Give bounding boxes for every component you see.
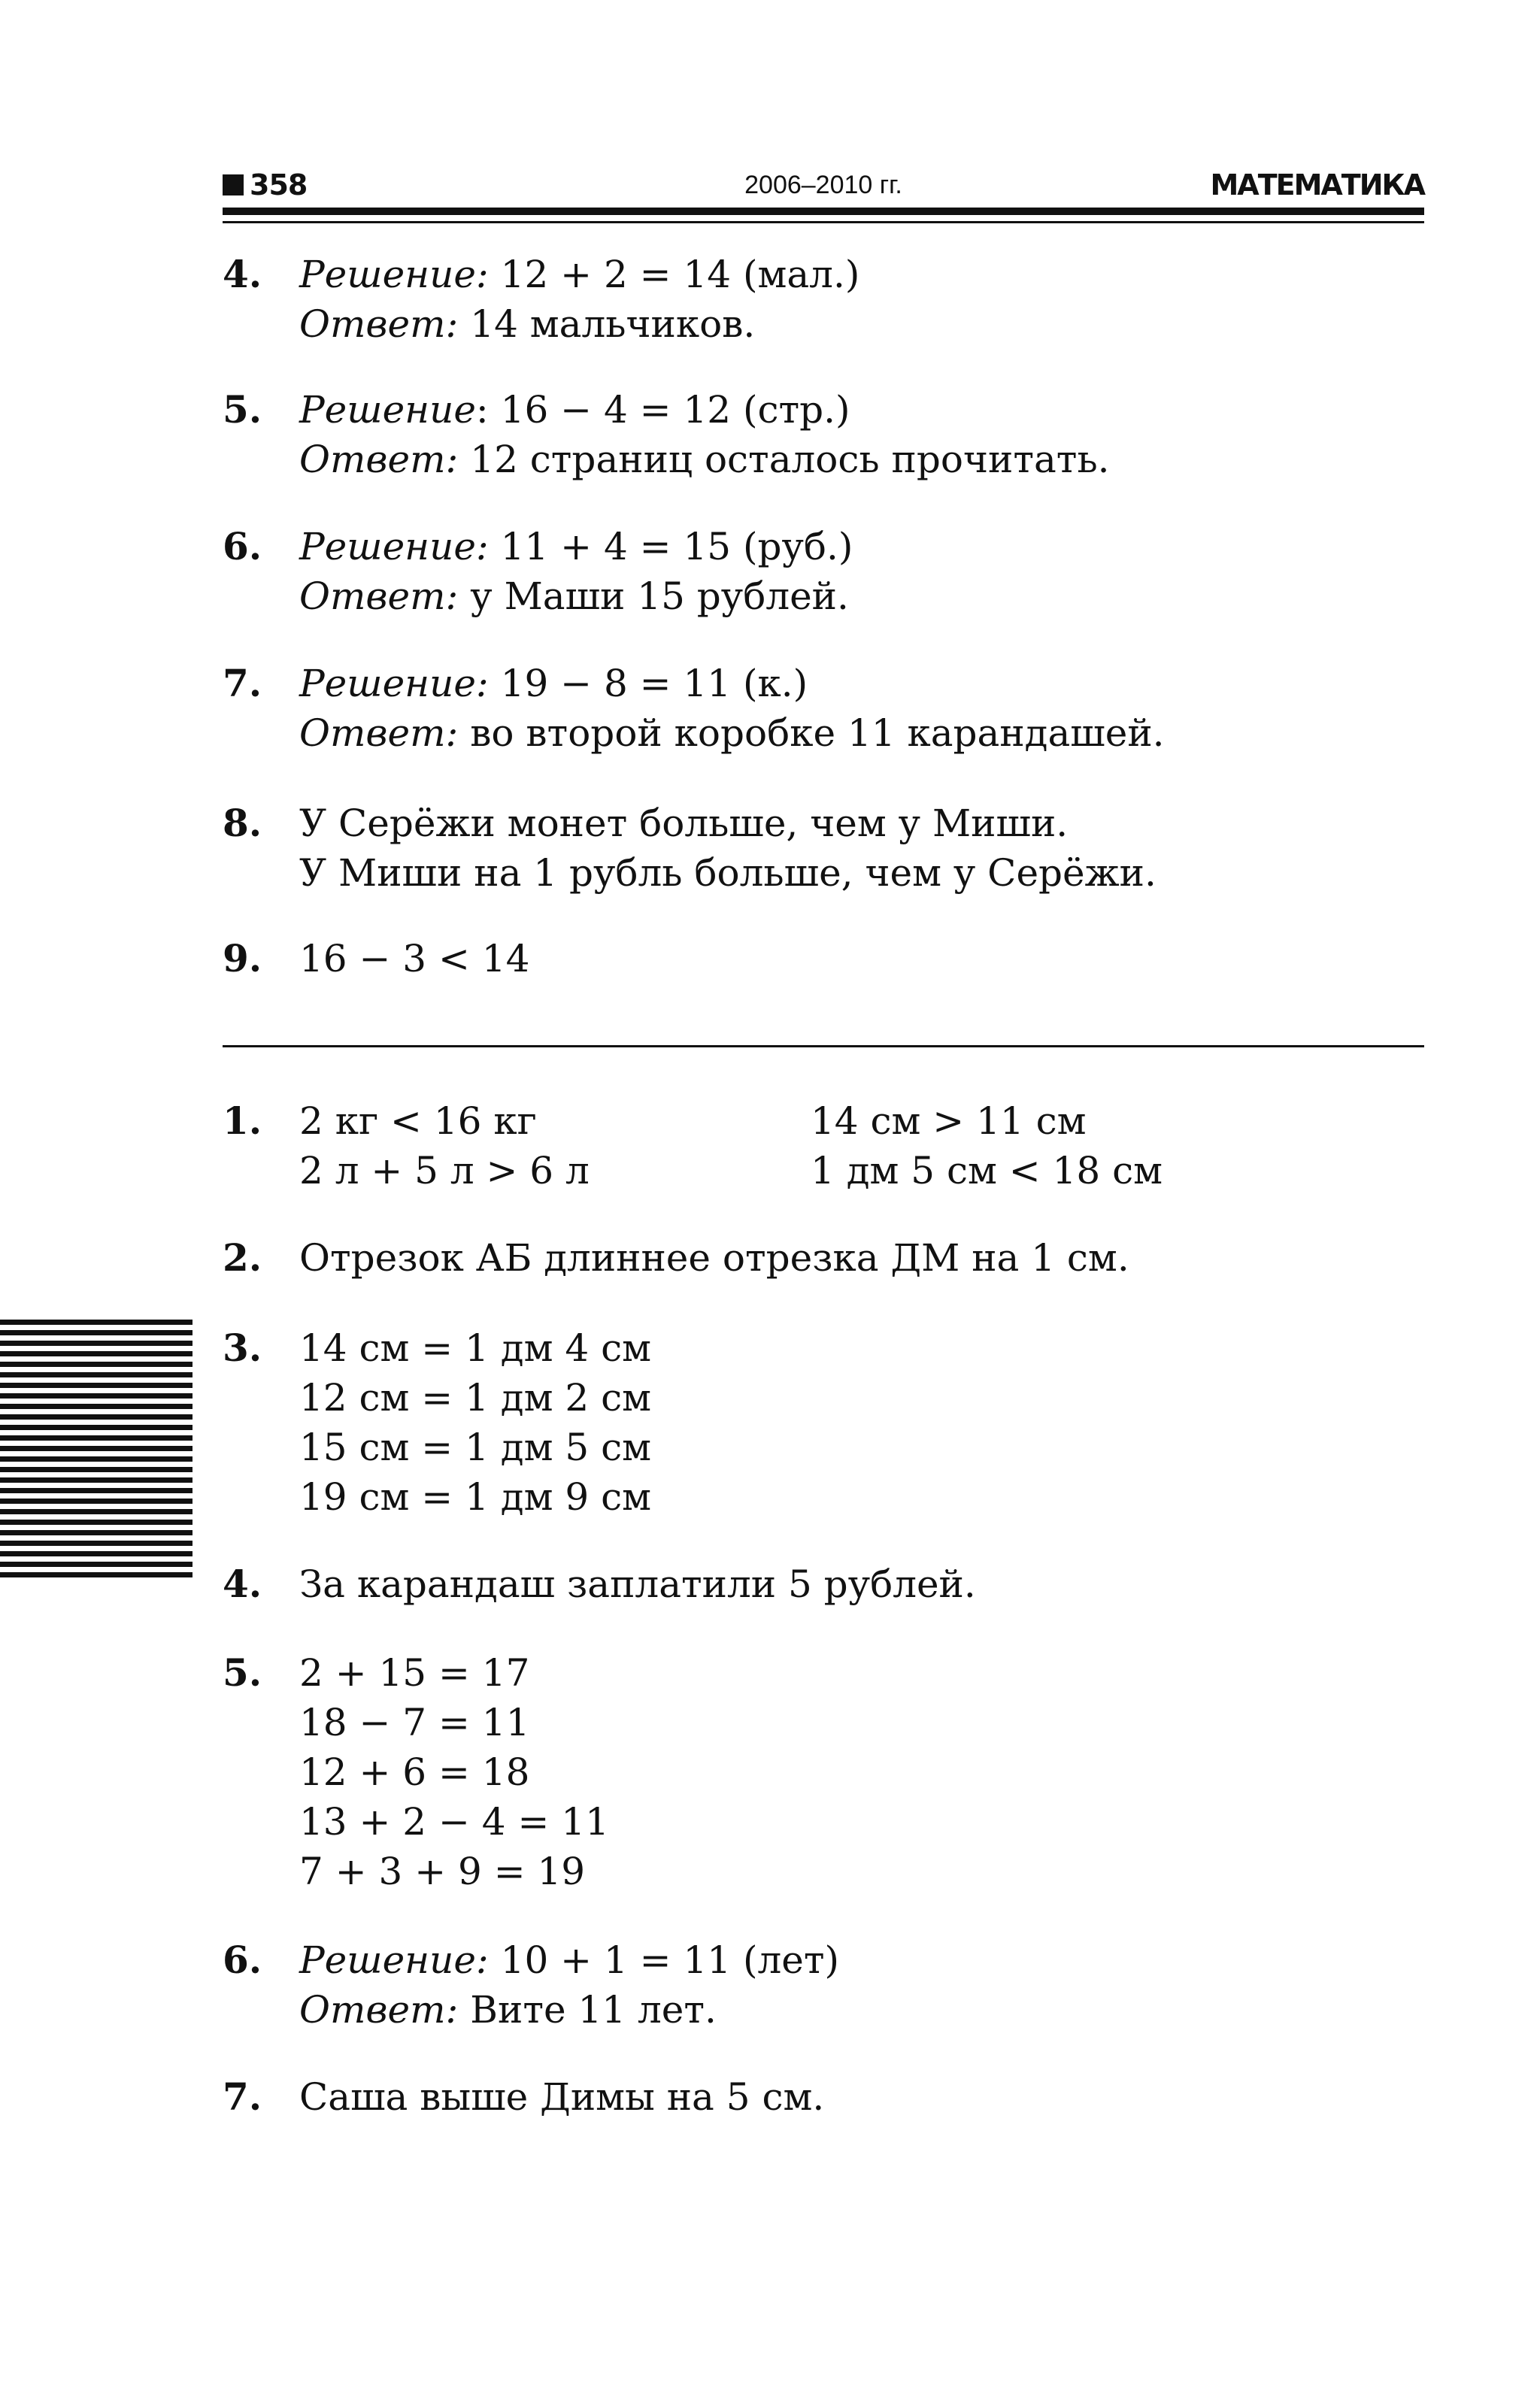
part1-item-7 [223, 659, 1424, 758]
part1-item-9 [223, 934, 1424, 983]
item-number: 5. [223, 1650, 262, 1695]
label-text: Ответ: [299, 711, 459, 755]
answer-text: 15 см = 1 дм 5 см [299, 1426, 651, 1469]
answer-text: у Маши 15 рублей. [458, 574, 849, 618]
answer-text: У Серёжи монет больше, чем у Миши. [299, 802, 1069, 845]
answer-line [299, 571, 853, 621]
answer-line [299, 934, 529, 983]
comparison: 14 см > 11 см [811, 1099, 1087, 1143]
label-text: Решение [299, 388, 476, 432]
answer-text: Саша выше Димы на 5 см. [299, 2075, 825, 2119]
comparison: 1 дм 5 см < 18 см [811, 1149, 1163, 1192]
answer-text: : 16 − 4 = 12 (стр.) [475, 388, 850, 432]
answer-line [299, 385, 1110, 435]
part2-item-1 [223, 1096, 1424, 1196]
answer-text: 14 см = 1 дм 4 см [299, 1326, 651, 1370]
section-divider [223, 1045, 1424, 1047]
answer-text: 14 мальчиков. [458, 302, 756, 346]
part1-item-8 [223, 799, 1424, 898]
answer-text: 12 страниц осталось прочитать. [458, 438, 1110, 481]
answer-line [299, 799, 1157, 848]
answer-line [299, 1797, 609, 1847]
answer-line [299, 1935, 839, 1985]
header-rule-thin [223, 221, 1424, 223]
part2-item-3 [223, 1323, 1424, 1522]
item-number: 2. [223, 1235, 262, 1280]
answer-text: 12 + 6 = 18 [299, 1750, 530, 1794]
part1-item-4 [223, 250, 1424, 349]
answer-text: 16 − 3 < 14 [299, 937, 530, 980]
answer-text: 12 см = 1 дм 2 см [299, 1376, 651, 1420]
answer-text: 19 см = 1 дм 9 см [299, 1475, 651, 1519]
answer-text: Вите 11 лет. [458, 1988, 717, 2032]
answer-line [299, 1847, 609, 1896]
item-number: 9. [223, 936, 262, 980]
answer-line [299, 848, 1157, 898]
answer-line [299, 1559, 976, 1609]
answer-line [299, 1373, 651, 1423]
item-number: 1. [223, 1099, 262, 1143]
label-text: Решение: [299, 253, 489, 296]
answer-text: 11 + 4 = 15 (руб.) [488, 525, 853, 568]
page-header [223, 162, 1424, 230]
answer-line [299, 708, 1165, 758]
answer-line [299, 1698, 609, 1747]
label-text: Решение: [299, 525, 489, 568]
answer-line [299, 2072, 824, 2122]
comparison: 2 кг < 16 кг [299, 1099, 537, 1143]
item-number: 3. [223, 1326, 262, 1370]
answer-line [299, 1648, 609, 1698]
comparison: 2 л + 5 л > 6 л [299, 1149, 590, 1192]
part1-item-5 [223, 385, 1424, 484]
part2-item-2 [223, 1233, 1424, 1283]
header-subject: МАТЕМАТИКА [1210, 168, 1424, 202]
answer-text: Отрезок АБ длиннее отрезка ДМ на 1 см. [299, 1236, 1129, 1280]
item-number: 5. [223, 387, 262, 432]
answer-line [299, 1747, 609, 1797]
label-text: Ответ: [299, 302, 459, 346]
answer-line [299, 435, 1110, 484]
item-number: 4. [223, 1562, 262, 1606]
answer-line [299, 299, 859, 349]
label-text: Ответ: [299, 438, 459, 481]
answer-text: У Миши на 1 рубль больше, чем у Серёжи. [299, 851, 1157, 895]
part1-item-6 [223, 522, 1424, 621]
answer-line [299, 659, 1165, 708]
answer-text: 13 + 2 − 4 = 11 [299, 1800, 609, 1844]
label-text: Ответ: [299, 1988, 459, 2032]
answer-line [299, 522, 853, 571]
answer-text: 18 − 7 = 11 [299, 1701, 530, 1744]
item-number: 7. [223, 661, 262, 705]
answer-line [299, 1423, 651, 1472]
item-number: 6. [223, 524, 262, 568]
item-number: 8. [223, 801, 262, 845]
answer-line [299, 1323, 651, 1373]
part2-item-6 [223, 1935, 1424, 2035]
item-number: 7. [223, 2074, 262, 2119]
answer-line [299, 1472, 651, 1522]
answer-text: 7 + 3 + 9 = 19 [299, 1850, 586, 1893]
item-number: 6. [223, 1938, 262, 1982]
answer-text: 12 + 2 = 14 (мал.) [488, 253, 860, 296]
answer-text: 2 + 15 = 17 [299, 1651, 530, 1695]
thumb-index-stripes [0, 1320, 192, 1583]
answer-text: 10 + 1 = 11 (лет) [488, 1938, 840, 1982]
item-number: 4. [223, 252, 262, 296]
label-text: Решение: [299, 1938, 489, 1982]
label-text: Решение: [299, 662, 489, 705]
answer-line [299, 1985, 839, 2035]
answer-text: За карандаш заплатили 5 рублей. [299, 1562, 976, 1606]
part2-item-7 [223, 2072, 1424, 2122]
answer-line [299, 1233, 1129, 1283]
part2-item-5 [223, 1648, 1424, 1896]
answer-text: во второй коробке 11 карандашей. [458, 711, 1165, 755]
label-text: Ответ: [299, 574, 459, 618]
answer-line [299, 250, 859, 299]
header-rule [223, 208, 1424, 215]
part2-item-4 [223, 1559, 1424, 1609]
header-years: 2006–2010 гг. [744, 171, 902, 199]
answer-text: 19 − 8 = 11 (к.) [488, 662, 808, 705]
page-number: 358 [223, 162, 307, 208]
